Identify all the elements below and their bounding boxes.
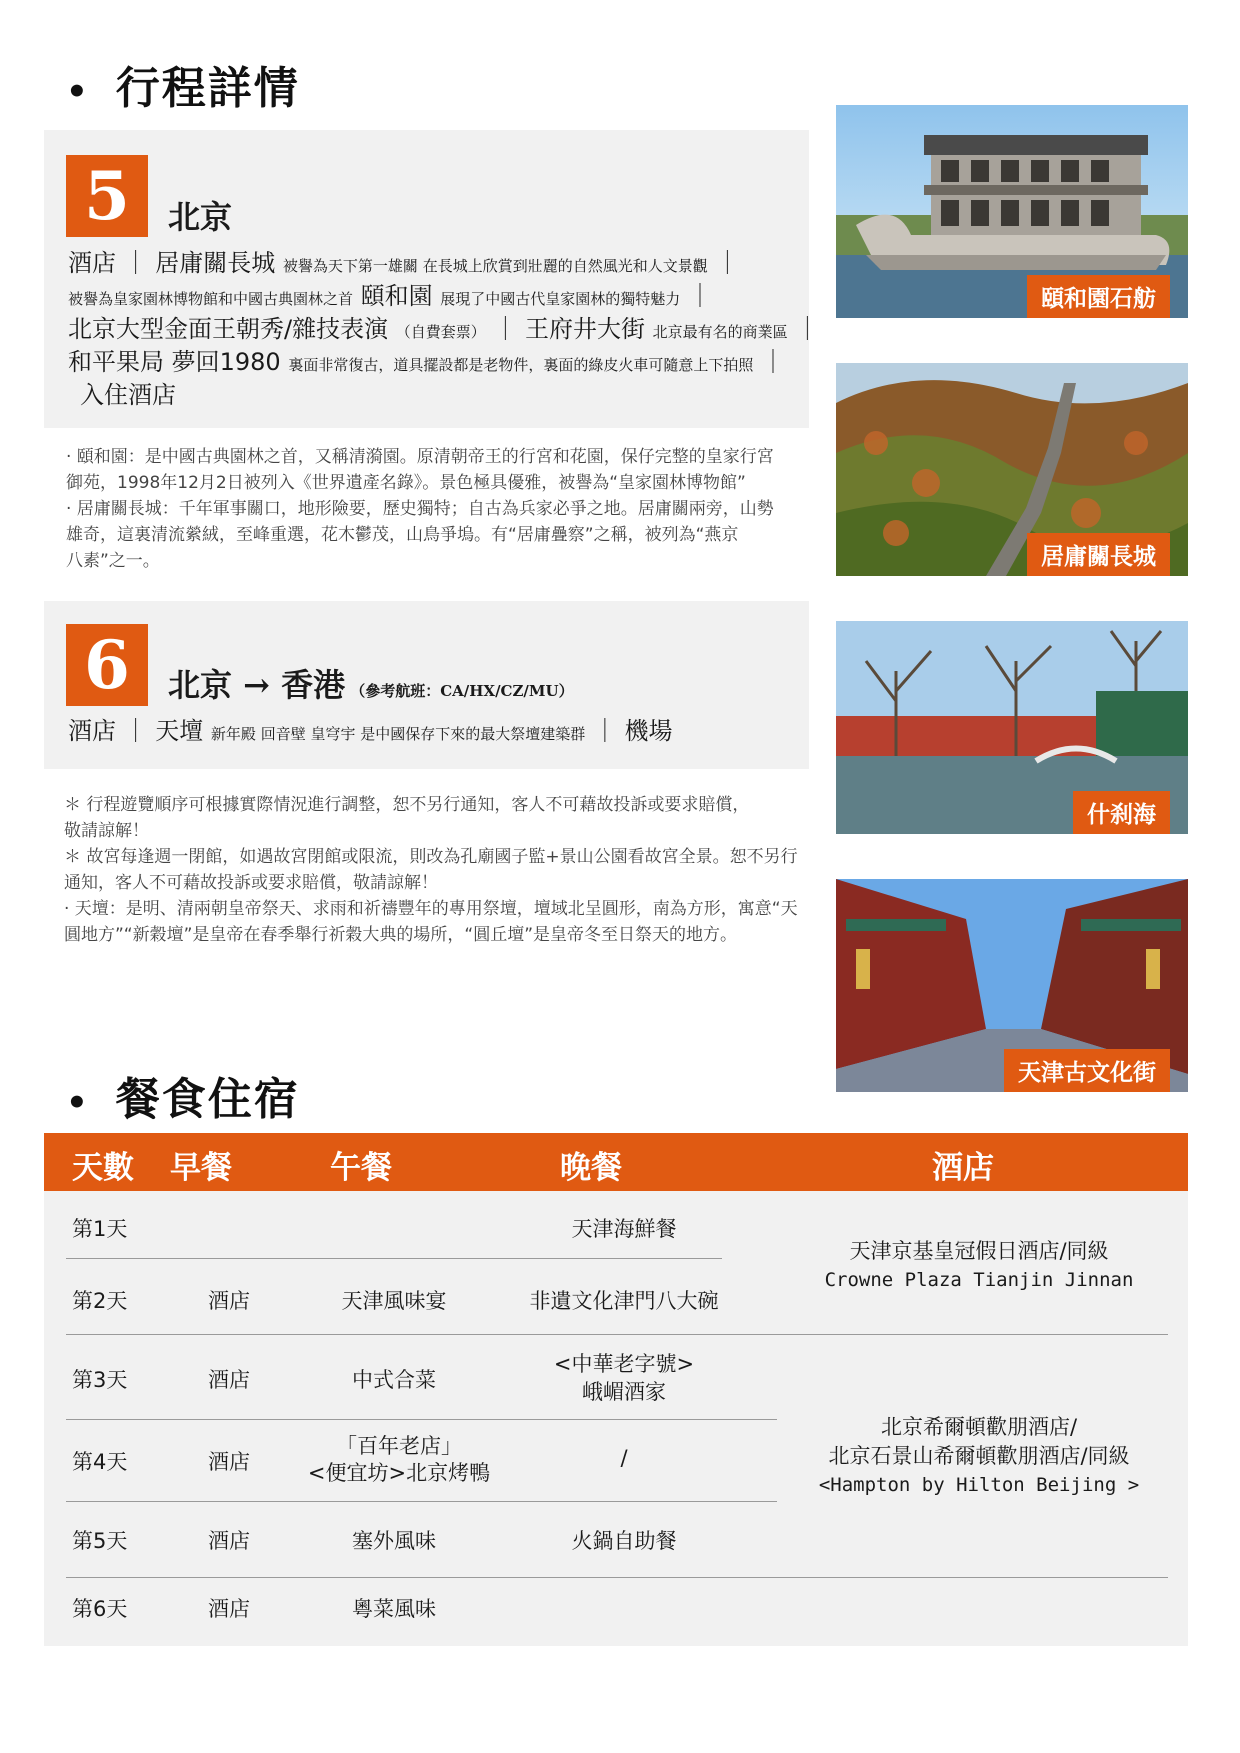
row6-lunch: 粵菜風味 — [352, 1597, 436, 1621]
row3-day: 第3天 — [72, 1368, 128, 1392]
row4-dinner: / — [620, 1446, 628, 1470]
day6-flight: （參考航班：CA/HX/CZ/MU） — [350, 682, 574, 700]
photo-shichahai — [836, 621, 1188, 834]
section-title-itinerary: • 行程詳情 — [66, 63, 300, 114]
hotel-beijing: 北京希爾頓歡朋酒店/ 北京石景山希爾頓歡朋酒店/同級 <Hampton by Hilton Beijing > — [818, 1415, 1140, 1496]
row4-lunch: 「百年老店」 <便宜坊>北京烤鴨 — [307, 1434, 491, 1485]
row4-breakfast: 酒店 — [208, 1450, 250, 1474]
row3-dinner: <中華老字號> 峨嵋酒家 — [553, 1352, 695, 1404]
photo-caption-3: 什刹海 — [1073, 791, 1170, 834]
day5-line5: 入住酒店 — [80, 381, 176, 409]
day5-number-badge: 5 — [66, 155, 148, 237]
day5-city: 北京 — [168, 198, 233, 236]
section-title-meals-hotels: • 餐食住宿 — [66, 1074, 300, 1125]
day6-heading — [168, 660, 574, 706]
photo-juyongguan-great-wall — [836, 363, 1188, 576]
row1-dinner: 天津海鮮餐 — [571, 1217, 677, 1241]
meal-table-header — [44, 1133, 1188, 1191]
row5-breakfast: 酒店 — [208, 1529, 250, 1553]
row3-breakfast: 酒店 — [208, 1368, 250, 1392]
photo-caption-1: 頤和園石舫 — [1027, 275, 1170, 318]
header-hotel: 酒店 — [932, 1150, 994, 1186]
day6-city: 北京 → 香港 — [168, 666, 346, 704]
hotel-tianjin: 天津京基皇冠假日酒店/同級 Crowne Plaza Tianjin Jinnan — [824, 1239, 1134, 1291]
photo-caption-2: 居庸關長城 — [1027, 533, 1170, 576]
row3-lunch: 中式合菜 — [352, 1368, 436, 1392]
header-dinner: 晚餐 — [560, 1150, 622, 1186]
photo-summer-palace-boat — [836, 105, 1188, 318]
header-lunch: 午餐 — [330, 1150, 392, 1186]
photo-caption-4: 天津古文化街 — [1004, 1049, 1170, 1092]
header-day: 天數 — [72, 1150, 134, 1186]
row-divider — [66, 1419, 777, 1420]
row2-breakfast: 酒店 — [208, 1289, 250, 1313]
row5-lunch: 塞外風味 — [352, 1529, 436, 1553]
day5-line4: 和平果局 夢回1980 裏面非常復古，道具擺設都是老物件，裏面的綠皮火車可隨意上下拍照 ｜ — [68, 348, 786, 376]
row-divider — [66, 1577, 1168, 1578]
row5-day: 第5天 — [72, 1529, 128, 1553]
header-breakfast: 早餐 — [170, 1150, 232, 1186]
day6-notes: ＊ 行程遊覽順序可根據實際情況進行調整，恕不另行通知，客人不可藉故投訴或要求賠償， 敬請諒解！ ＊ 故宮每逢週一閉館，如遇故宮閉館或限流，則改為孔廟國子監+景山公園看故宮全景。恕不另行 通知，客人不可藉故投訴或要求賠償，敬請諒解！ · 天壇：是明、清兩朝皇帝祭天、求雨和祈禱豐年的專用祭壇，壇域北呈圓形，南為方形，寓意“天 圓地方”“新穀壇”是皇帝在春季舉行祈穀大典的場所，“圓丘壇”是皇帝冬至日祭天的地方。 — [64, 795, 798, 945]
day5-line1: 酒店 ｜ 居庸關長城 被譽為天下第一雄關 在長城上欣賞到壯麗的自然風光和人文景觀 ｜ — [68, 249, 740, 277]
meal-table-body — [44, 1191, 1188, 1646]
day5-line3: 北京大型金面王朝秀/雜技表演 （自費套票） ｜ 王府井大街 北京最有名的商業區 ｜ — [68, 315, 820, 343]
day6-line1: 酒店 ｜ 天壇 新年殿 回音壁 皇穹宇 是中國保存下來的最大祭壇建築群 ｜ 機場 — [68, 717, 673, 745]
row2-dinner: 非遺文化津門八大碗 — [529, 1289, 719, 1313]
day6-number-badge: 6 — [66, 624, 148, 706]
row4-day: 第4天 — [72, 1450, 128, 1474]
row2-day: 第2天 — [72, 1289, 128, 1313]
row5-dinner: 火鍋自助餐 — [571, 1529, 677, 1553]
row-divider — [66, 1501, 777, 1502]
photo-tianjin-culture-street — [836, 879, 1188, 1092]
day5-line2: 被譽為皇家園林博物館和中國古典園林之首 頤和園 展現了中國古代皇家園林的獨特魅力 ｜ — [68, 282, 712, 310]
row6-breakfast: 酒店 — [208, 1597, 250, 1621]
row2-lunch: 天津風味宴 — [341, 1289, 447, 1313]
row-divider — [66, 1334, 1168, 1335]
row6-day: 第6天 — [72, 1597, 128, 1621]
row-divider — [66, 1258, 722, 1259]
day5-notes: · 頤和園：是中國古典園林之首，又稱清漪園。原清朝帝王的行宮和花園，保仔完整的皇家行宮 御苑，1998年12月2日被列入《世界遺產名錄》。景色極具優雅，被譽為“皇家園林博物館” · 居庸關長城：千年軍事關口，地形險要，歷史獨特；自古為兵家必爭之地。居庸關兩旁，山勢 雄奇，這裏清流縈絨，至峰重選，花木鬱茂，山鳥爭塢。有“居庸疊察”之稱，被列為“燕京 八素”之一。 — [66, 447, 774, 571]
row1-day: 第1天 — [72, 1217, 128, 1241]
